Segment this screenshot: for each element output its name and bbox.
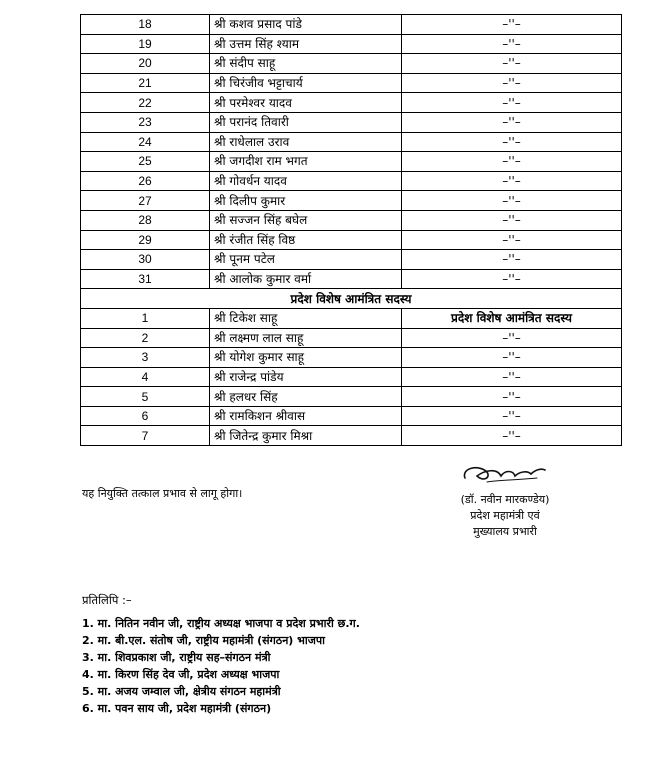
member-name: श्री आलोक कुमार वर्मा	[210, 269, 402, 289]
serial-number: 30	[81, 250, 210, 270]
table-row	[81, 269, 622, 289]
member-name: श्री कशव प्रसाद पांडे	[210, 15, 402, 35]
table-row	[81, 250, 622, 270]
signature-mark	[457, 460, 553, 488]
designation: –''–	[402, 426, 622, 446]
designation: –''–	[402, 210, 622, 230]
section-row	[81, 289, 622, 309]
table-row	[81, 73, 622, 93]
designation: –''–	[402, 269, 622, 289]
table-row	[81, 171, 622, 191]
member-name: श्री जितेन्द्र कुमार मिश्रा	[210, 426, 402, 446]
copy-item: 4. मा. किरण सिंह देव जी, प्रदेश अध्यक्ष भाजपा	[82, 668, 280, 681]
designation: –''–	[402, 230, 622, 250]
serial-number: 7	[81, 426, 210, 446]
member-name: श्री संदीप साहू	[210, 54, 402, 74]
member-name: श्री राधेलाल उराव	[210, 132, 402, 152]
copy-item: 3. मा. शिवप्रकाश जी, राष्ट्रीय सह–संगठन मंत्री	[82, 651, 271, 664]
table-row	[81, 406, 622, 426]
signature-block	[420, 460, 590, 540]
member-name: श्री सज्जन सिंह बघेल	[210, 210, 402, 230]
section-title: प्रदेश विशेष आमंत्रित सदस्य	[81, 289, 622, 309]
serial-number: 27	[81, 191, 210, 211]
designation: –''–	[402, 250, 622, 270]
serial-number: 3	[81, 348, 210, 368]
serial-number: 25	[81, 152, 210, 172]
table-row	[81, 54, 622, 74]
serial-number: 1	[81, 308, 210, 328]
members-table-body-part1	[81, 15, 622, 289]
serial-number: 21	[81, 73, 210, 93]
signatory-title-2: मुख्यालय प्रभारी	[473, 525, 537, 538]
member-name: श्री चिरंजीव भट्टाचार्य	[210, 73, 402, 93]
serial-number: 20	[81, 54, 210, 74]
table-row	[81, 191, 622, 211]
designation: –''–	[402, 34, 622, 54]
signatory-title-1: प्रदेश महामंत्री एवं	[470, 509, 540, 522]
table-row	[81, 230, 622, 250]
member-name: श्री रंजीत सिंह विष्ठ	[210, 230, 402, 250]
designation: –''–	[402, 367, 622, 387]
serial-number: 24	[81, 132, 210, 152]
copy-item: 6. मा. पवन साय जी, प्रदेश महामंत्री (संगठन)	[82, 702, 272, 715]
serial-number: 6	[81, 406, 210, 426]
member-name: श्री टिकेश साहू	[210, 308, 402, 328]
serial-number: 19	[81, 34, 210, 54]
designation: –''–	[402, 73, 622, 93]
designation: –''–	[402, 191, 622, 211]
copy-list	[82, 592, 360, 717]
serial-number: 23	[81, 112, 210, 132]
table-row	[81, 132, 622, 152]
serial-number: 28	[81, 210, 210, 230]
designation: प्रदेश विशेष आमंत्रित सदस्य	[402, 308, 622, 328]
designation: –''–	[402, 387, 622, 407]
serial-number: 22	[81, 93, 210, 113]
table-row	[81, 15, 622, 35]
designation: –''–	[402, 348, 622, 368]
members-table	[80, 14, 622, 446]
designation: –''–	[402, 15, 622, 35]
table-row	[81, 112, 622, 132]
designation: –''–	[402, 171, 622, 191]
member-name: श्री राजेन्द्र पांडेय	[210, 367, 402, 387]
serial-number: 2	[81, 328, 210, 348]
designation: –''–	[402, 54, 622, 74]
member-name: श्री परानंद तिवारी	[210, 112, 402, 132]
designation: –''–	[402, 93, 622, 113]
table-row	[81, 328, 622, 348]
member-name: श्री उत्तम सिंह श्याम	[210, 34, 402, 54]
table-row	[81, 348, 622, 368]
table-row	[81, 34, 622, 54]
table-row	[81, 210, 622, 230]
member-name: श्री हलधर सिंह	[210, 387, 402, 407]
serial-number: 31	[81, 269, 210, 289]
designation: –''–	[402, 152, 622, 172]
member-name: श्री जगदीश राम भगत	[210, 152, 402, 172]
copy-heading: प्रतिलिपि :–	[82, 593, 132, 607]
serial-number: 4	[81, 367, 210, 387]
member-name: श्री दिलीप कुमार	[210, 191, 402, 211]
designation: –''–	[402, 406, 622, 426]
copy-item: 2. मा. बी.एल. संतोष जी, राष्ट्रीय महामंत्री (संगठन) भाजपा	[82, 634, 325, 647]
serial-number: 29	[81, 230, 210, 250]
order-note: यह नियुक्ति तत्काल प्रभाव से लागू होगा।	[82, 487, 243, 500]
member-name: श्री पूनम पटेल	[210, 250, 402, 270]
designation: –''–	[402, 112, 622, 132]
table-row	[81, 426, 622, 446]
serial-number: 18	[81, 15, 210, 35]
serial-number: 5	[81, 387, 210, 407]
table-row	[81, 308, 622, 328]
member-name: श्री रामकिशन श्रीवास	[210, 406, 402, 426]
table-row	[81, 367, 622, 387]
designation: –''–	[402, 328, 622, 348]
member-name: श्री गोवर्धन यादव	[210, 171, 402, 191]
copy-item: 5. मा. अजय जम्वाल जी, क्षेत्रीय संगठन महामंत्री	[82, 685, 281, 698]
table-row	[81, 387, 622, 407]
signatory-name: (डॉ. नवीन मारकण्डेय)	[460, 493, 550, 506]
members-section-header	[81, 289, 622, 309]
member-name: श्री लक्ष्मण लाल साहू	[210, 328, 402, 348]
copy-item: 1. मा. नितिन नवीन जी, राष्ट्रीय अध्यक्ष भाजपा व प्रदेश प्रभारी छ.ग.	[82, 617, 360, 630]
member-name: श्री योगेश कुमार साहू	[210, 348, 402, 368]
table-row	[81, 152, 622, 172]
serial-number: 26	[81, 171, 210, 191]
members-table-body-part2	[81, 308, 622, 445]
member-name: श्री परमेश्वर यादव	[210, 93, 402, 113]
table-row	[81, 93, 622, 113]
designation: –''–	[402, 132, 622, 152]
